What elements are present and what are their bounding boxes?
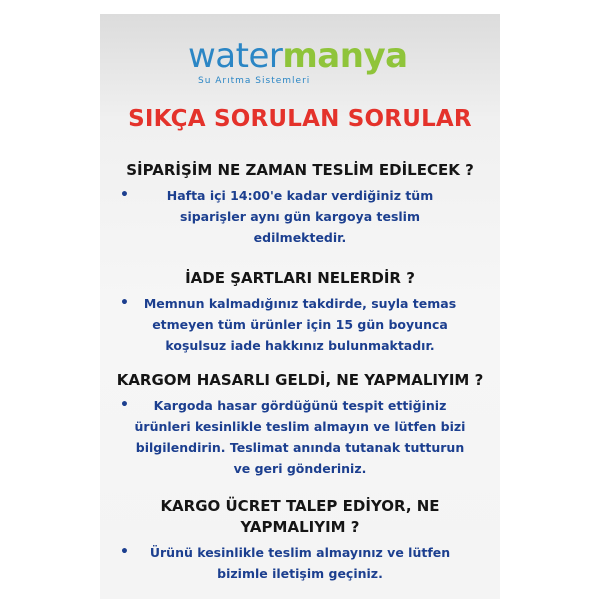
bullet-icon: • [120, 397, 129, 413]
question-line: KARGO ÜCRET TALEP EDİYOR, NE [160, 497, 440, 515]
logo-subtitle: Su Arıtma Sistemleri [198, 76, 311, 86]
watermanya-logo [188, 36, 418, 96]
bullet-icon: • [120, 187, 129, 203]
faq-question [100, 370, 500, 391]
faq-item-3 [100, 370, 500, 479]
faq-item-4 [100, 496, 500, 584]
question-line: İADE ŞARTLARI NELERDİR ? [185, 269, 415, 287]
question-line: YAPMALIYIM ? [240, 518, 360, 536]
faq-question [100, 496, 500, 538]
faq-poster [100, 14, 500, 599]
answer-line: ve geri gönderiniz. [233, 461, 367, 476]
faq-item-2 [100, 268, 500, 356]
answer-line: Ürünü kesinlikle teslim almayınız ve lütfen [149, 545, 451, 560]
faq-answer [100, 542, 500, 584]
faq-answer [100, 395, 500, 479]
faq-item-1 [100, 160, 500, 248]
logo-manya-text: manya [282, 36, 408, 76]
answer-line: edilmektedir. [253, 230, 347, 245]
page-title: SIKÇA SORULAN SORULAR [128, 106, 472, 132]
question-line: KARGOM HASARLI GELDİ, NE YAPMALIYIM ? [116, 371, 484, 389]
bullet-icon: • [120, 295, 129, 311]
logo-wordmark [188, 36, 408, 76]
answer-line: bilgilendirin. Teslimat anında tutanak tutturun [135, 440, 465, 455]
answer-line: Memnun kalmadığınız takdirde, suyla temas [143, 296, 457, 311]
answer-line: ürünleri kesinlikle teslim almayın ve lütfen bizi [134, 419, 466, 434]
logo-water-text: water [188, 36, 283, 76]
answer-line: Hafta içi 14:00'e kadar verdiğiniz tüm [166, 188, 434, 203]
question-line: SİPARİŞİM NE ZAMAN TESLİM EDİLECEK ? [126, 161, 474, 179]
answer-line: etmeyen tüm ürünler için 15 gün boyunca [152, 317, 448, 332]
faq-question [100, 268, 500, 289]
answer-line: bizimle iletişim geçiniz. [217, 566, 383, 581]
faq-question [100, 160, 500, 181]
answer-line: koşulsuz iade hakkınız bulunmaktadır. [165, 338, 435, 353]
bullet-icon: • [120, 544, 129, 560]
answer-line: Kargoda hasar gördüğünü tespit ettiğiniz [153, 398, 447, 413]
answer-line: siparişler aynı gün kargoya teslim [180, 209, 420, 224]
faq-answer [100, 293, 500, 356]
faq-answer [100, 185, 500, 248]
